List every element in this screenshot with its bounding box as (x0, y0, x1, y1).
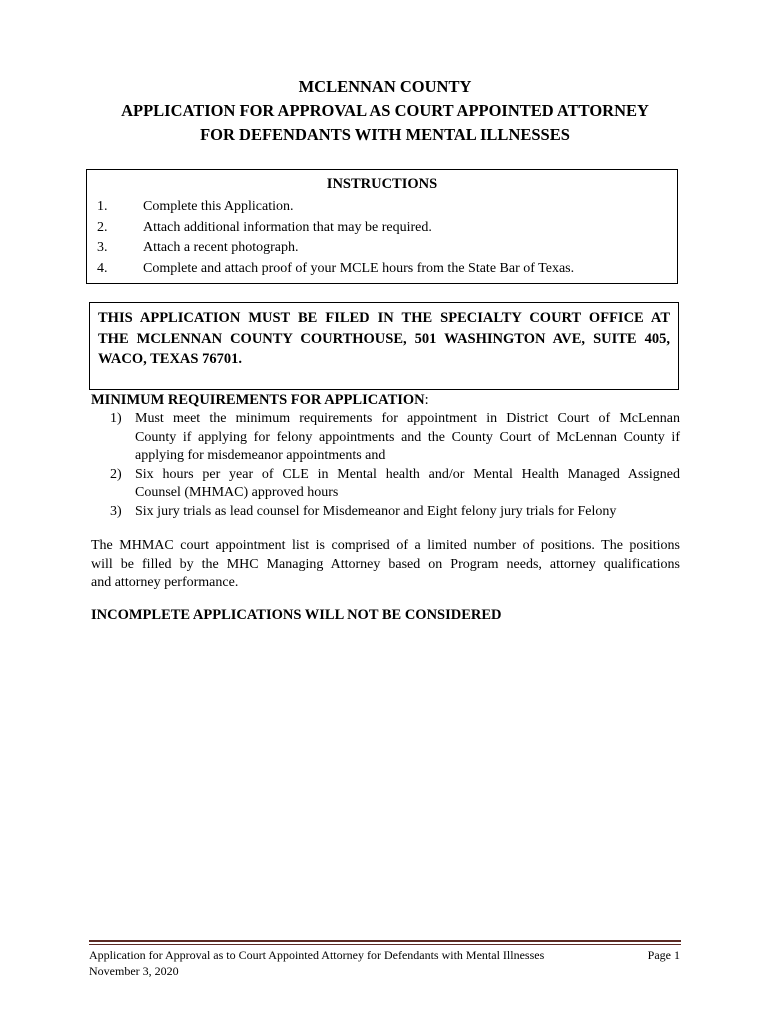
requirement-line: applying for misdemeanor appointments and (135, 448, 386, 463)
filing-notice-line: THIS APPLICATION MUST BE FILED IN THE SPECIALTY COURT OFFICE AT (98, 310, 670, 326)
title-line-county: MCLENNAN COUNTY (298, 77, 472, 96)
footer-title: Application for Approval as to Court Appointed Attorney for Defendants with Mental Illnesses (89, 948, 545, 962)
requirement-line: Six hours per year of CLE in Mental health and/or Mental Health Managed Assigned (135, 466, 680, 482)
requirement-item (110, 410, 680, 466)
minimum-requirements-heading-text: MINIMUM REQUIREMENTS FOR APPLICATION (91, 392, 425, 408)
requirement-line: Counsel (MHMAC) approved hours (135, 485, 339, 500)
minimum-requirements-heading (91, 392, 429, 409)
filing-notice-box (89, 302, 679, 390)
instruction-item (97, 238, 574, 259)
title-line-application: APPLICATION FOR APPROVAL AS COURT APPOINTED ATTORNEY (121, 101, 649, 120)
instructions-heading: INSTRUCTIONS (326, 176, 438, 192)
filing-notice-line: THE MCLENNAN COUNTY COURTHOUSE, 501 WASHINGTON AVE, SUITE 405, (98, 330, 670, 347)
requirements-list (110, 410, 680, 521)
filing-notice-line: WACO, TEXAS 76701. (98, 351, 242, 367)
requirement-item (110, 466, 680, 503)
instruction-text: Attach a recent photograph. (143, 240, 299, 255)
requirement-line: Must meet the minimum requirements for appointment in District Court of McLennan (135, 411, 680, 426)
paragraph-line: The MHMAC court appointment list is comprised of a limited number of positions. The positions (91, 538, 680, 553)
footer-rule-thin (89, 944, 681, 945)
instruction-number: 2. (97, 219, 108, 235)
instructions-list (97, 197, 574, 279)
instruction-text: Complete this Application. (143, 199, 294, 214)
page-number: Page 1 (647, 948, 680, 962)
footer-rule-thick (89, 940, 681, 942)
document-title (60, 75, 710, 147)
instruction-text: Complete and attach proof of your MCLE hours from the State Bar of Texas. (143, 260, 575, 276)
requirement-line: Six jury trials as lead counsel for Misdemeanor and Eight felony jury trials for Felony (135, 503, 617, 519)
footer-date: November 3, 2020 (89, 964, 179, 978)
requirement-item (110, 503, 680, 522)
instruction-item (97, 259, 574, 280)
incomplete-notice: INCOMPLETE APPLICATIONS WILL NOT BE CONSIDERED (91, 607, 502, 623)
requirement-number: 1) (110, 411, 122, 426)
paragraph-line: and attorney performance. (91, 575, 239, 590)
paragraph-line: will be filled by the MHC Managing Attorney based on Program needs, attorney qualifications (91, 556, 680, 572)
requirement-number: 3) (110, 503, 122, 519)
instruction-number: 4. (97, 260, 108, 276)
title-line-defendants: FOR DEFENDANTS WITH MENTAL ILLNESSES (200, 125, 570, 144)
requirement-number: 2) (110, 466, 122, 482)
instruction-item (97, 218, 574, 239)
instruction-number: 1. (97, 199, 108, 214)
instructions-box (86, 169, 678, 284)
positions-paragraph (91, 537, 680, 593)
instruction-text: Attach additional information that may be required. (143, 219, 432, 235)
minimum-requirements-heading-colon: : (424, 392, 429, 408)
instruction-item (97, 197, 574, 218)
requirement-line: County if applying for felony appointments and the County Court of McLennan County if (135, 429, 680, 445)
instruction-number: 3. (97, 240, 108, 255)
